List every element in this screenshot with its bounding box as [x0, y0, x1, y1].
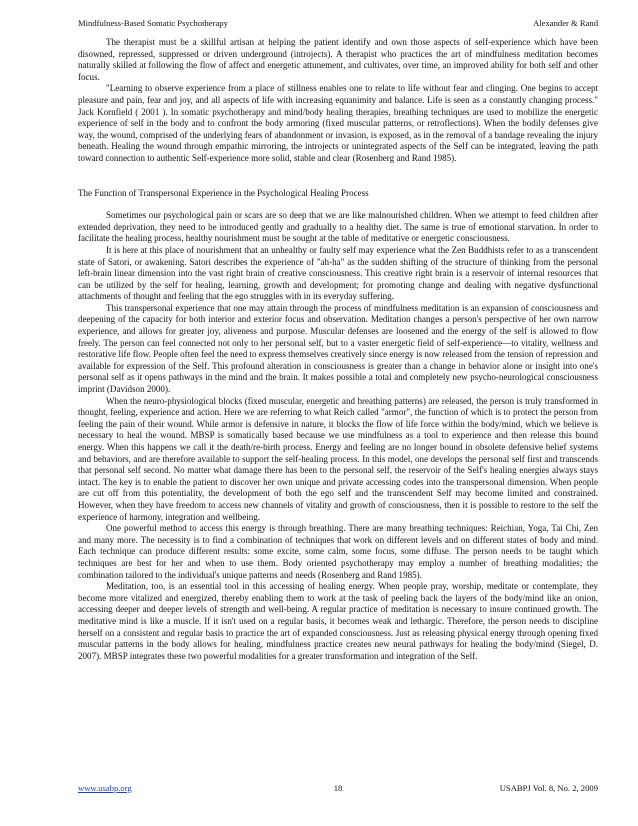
website-link[interactable]: www.usabp.org — [78, 783, 132, 793]
paragraph: Meditation, too, is an essential tool in this accessing of healing energy. When people pray, worship, meditate or contemplate, they become more vitalized and energized, thereby enabling them to work at the task of peeling back the layers of the body/mind like an onion, accessing deeper and deeper levels of strength and well-being. A regular practice of meditation is necessary to insure continued growth. The meditative mind is like a muscle. If it isn't used on a regular basis, it becomes weak and lethargic. Therefore, the person needs to discipline herself on a consistent and regular basis to practice the art of expanded consciousness. Just as releasing physical energy through opening fixed muscular patterns in the body allows for healing, mindfulness practice creates new neural pathways for healing the body/mind (Siegel, D. 2007). MBSP integrates these two powerful modalities for a greater transformation and integration of the Self. — [78, 581, 598, 661]
paragraph: One powerful method to access this energy is through breathing. There are many breathing techniques: Reichian, Yoga, Tai Chi, Zen and many more. The necessity is to find a combination of techniques that work on different levels and on different states of body and mind. Each technique can produce different results: some excite, some calm, some focus, some diffuse. The person needs to be taught which techniques are best for her and when to use them. Body oriented psychotherapy may employ a number of breathing modalities; the combination tailored to the individual's unique patterns and needs (Rosenberg and Rand 1985). — [78, 523, 598, 580]
article-body — [78, 37, 598, 662]
journal-citation: USABPJ Vol. 8, No. 2, 2009 — [499, 783, 598, 793]
header-authors: Alexander & Rand — [533, 18, 598, 28]
page-number: 18 — [333, 783, 343, 793]
header-title: Mindfulness-Based Somatic Psychotherapy — [78, 18, 228, 28]
paragraph: "Learning to observe experience from a place of stillness enables one to relate to life without fear and clinging. One begins to accept pleasure and pain, fear and joy, and all aspects of life with increasing equanimity and balance. Life is seen as a constantly changing process." Jack Kornfield ( 2001 ). In somatic psychotherapy and mind/body healing therapies, breathing techniques are used to mobilize the energetic experience of self in the body and to confront the body armoring (fixed muscular patterns, or retroflections). When the bodily defenses give way, the wound, comprised of the underlying fears of abandonment or invasion, is exposed, as in the removal of a bandage revealing the injury beneath. Healing the wound through empathic mirroring, the introjects or unintegrated aspects of the Self can be integrated, leaving the path toward connection to authentic Self-experience more solid, stable and clear (Rosenberg and Rand 1985). — [78, 83, 598, 163]
paragraph: Sometimes our psychological pain or scars are so deep that we are like malnourished children. When we attempt to feed children after extended deprivation, they need to be introduced gently and gradually to a healthy diet. The same is true of emotional starvation. In order to facilitate the healing process, healthy nourishment must be sought at the table of meditative or energetic consciousness. — [78, 210, 598, 244]
running-header — [78, 18, 598, 28]
paragraph: The therapist must be a skillful artisan at helping the patient identify and own those aspects of self-experience which have been disowned, repressed, suppressed or driven underground (introjects). A therapist who practices the art of mindfulness meditation becomes naturally skilled at following the flow of affect and energetic attunement, and cultivates, over time, an improved ability for both self and other focus. — [78, 37, 598, 82]
running-footer — [78, 783, 598, 793]
paragraph: It is here at this place of nourishment that an unhealthy or faulty self may experience what the Zen Buddhists refer to as a transcendent state of Satori, or awakening. Satori describes the experience of "ah-ha" as the sudden shifting of the structure of thinking from the personal left-brain linear dimension into the vast right brain of creative consciousness. This creative right brain is a reservoir of internal resources that can be utilized by the self for healing, learning, growth and development; for promoting change and dealing with negative dysfunctional attachments of thought and feeling that the ego struggles with in its everyday suffering. — [78, 244, 598, 302]
paragraph: When the neuro-physiological blocks (fixed muscular, energetic and breathing patterns) are released, the person is truly transformed in thought, feeling, experience and action. Here we are referring to what Reich called "armor", the function of which is to protect the person from feeling the pain of their wound. While armor is defensive in nature, it blocks the flow of life force within the body/mind, which we believe is necessary to heal the wound. MBSP is somatically based because we use mindfulness as a tool to experience and then release this bound energy. When this happens we call it the death/re-birth process. Energy and feeling are no longer bound in obsolete defensive belief systems and behaviors, and are therefore available to support the self-healing process. In this model, one develops the personal self first and transcends that personal self second. No matter what damage there has been to the personal self, the reservoir of the Self's healing energies always stays intact. The key is to enable the patient to discover her own unique and private accessing codes into the transpersonal dimension. When people are cut off from this potentiality, the development of both the ego self and the transcendent Self may become limited and constrained. However, when they have freedom to access new channels of vitality and growth of consciousness, then it is possible to restore to the self the experience of harmony, integration and wellbeing. — [78, 395, 598, 522]
paragraph: This transpersonal experience that one may attain through the process of mindfulness meditation is an expansion of consciousness and deepening of the capacity for both interior and exterior focus and observation. Meditation changes a person's perspective of her own narrow experience, and allows for greater joy, aliveness and purpose. Muscular defenses are loosened and the energy of the self is allowed to flow freely. The person can feel connected not only to her personal self, but to a vaster energetic field of self-experience—to vitality, wellness and restorative life flow. People often feel the need to express themselves creatively since energy is now released from the tension of repression and available for expression of the Self. This profound alteration in consciousness is greater than a change in behavior alone or insight into one's personal self as it opens pathways in the mind and the brain. It makes possible a total and completely new psycho-neurological consciousness imprint (Davidson 2000). — [78, 302, 599, 395]
section-heading: The Function of Transpersonal Experience in the Psychological Healing Process — [78, 187, 369, 198]
